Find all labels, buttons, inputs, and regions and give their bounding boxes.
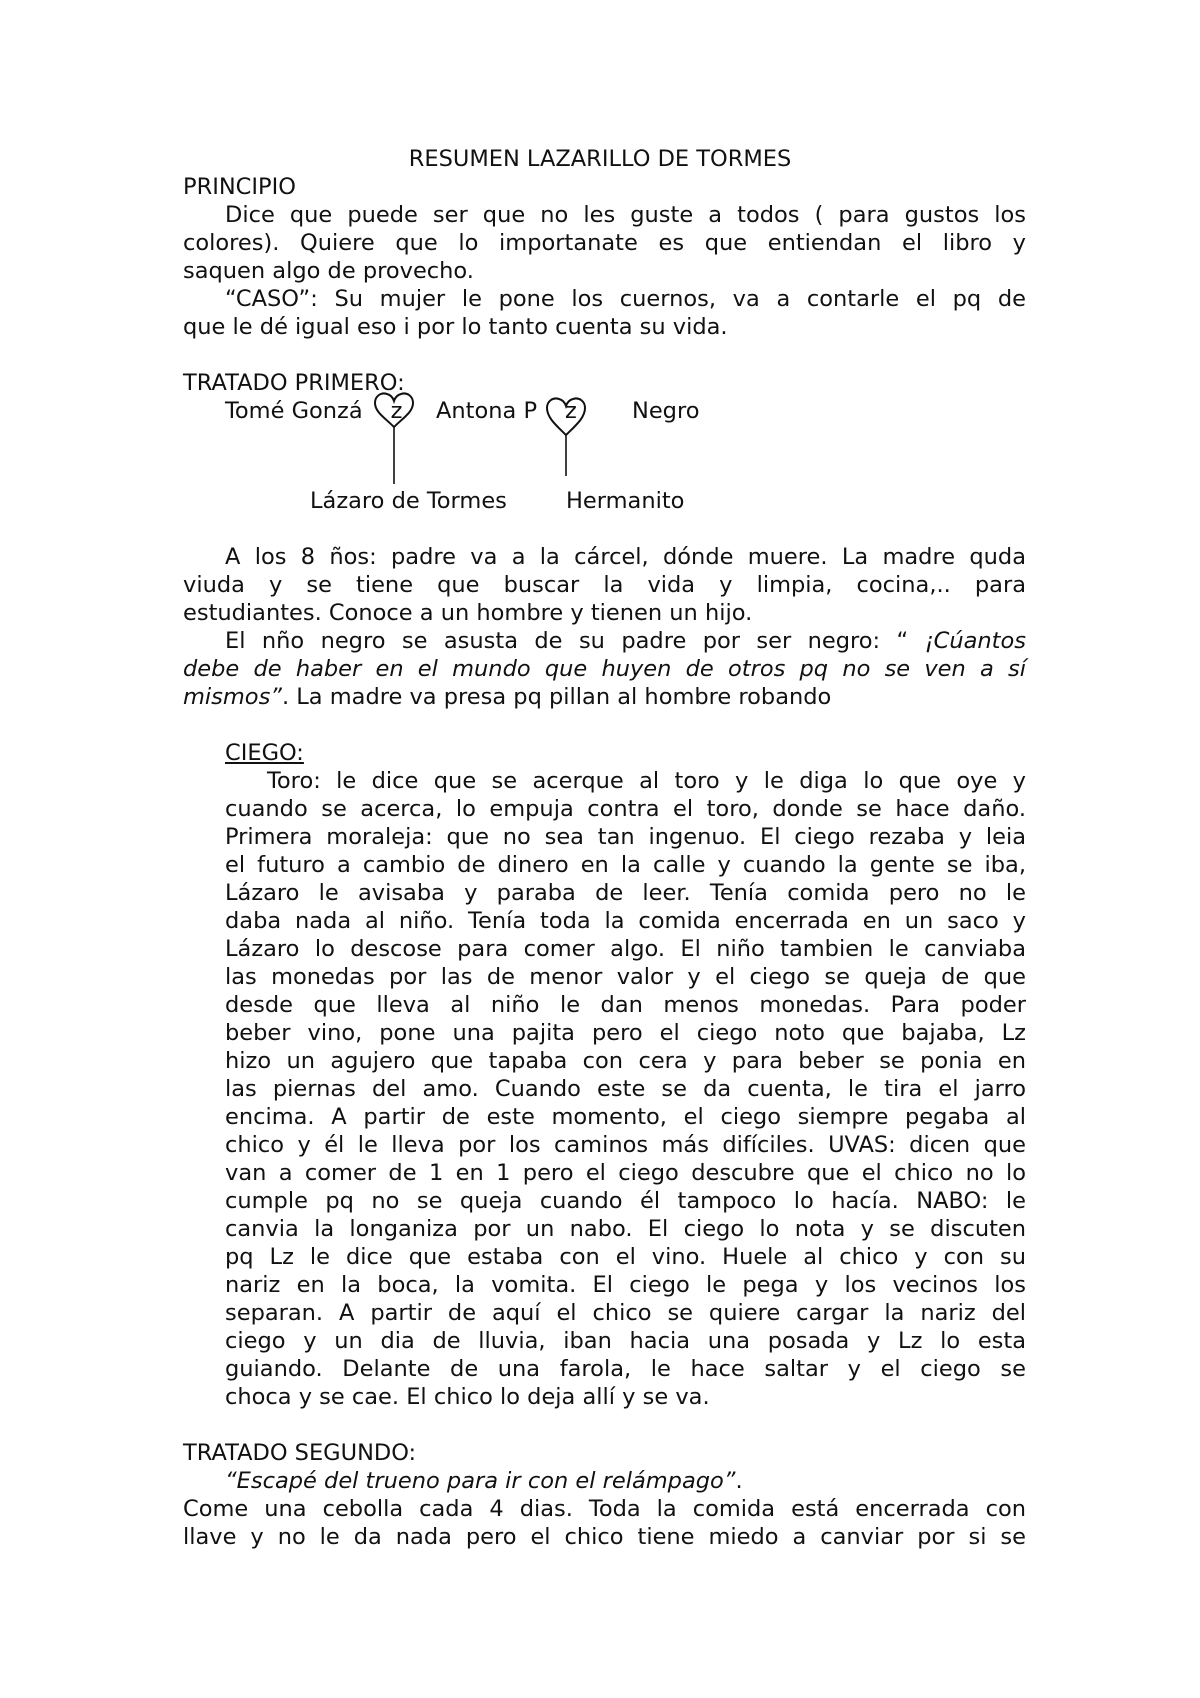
ciego-line: Lázaro lo descose para comer algo. El niño tambien le canviaba: [225, 936, 1026, 962]
principio-line: Dice que puede ser que no les guste a todos ( para gustos los: [225, 202, 1026, 228]
ciego-line: nariz en la boca, la vomita. El ciego le pega y los vecinos los: [225, 1272, 1026, 1298]
ciego-line: hizo un agujero que tapaba con cera y para beber se ponia en: [225, 1048, 1026, 1074]
tratado-segundo-quote: “Escapé del trueno para ir con el relámpago”.: [225, 1468, 743, 1494]
tratado-segundo-line: llave y no le da nada pero el chico tiene miedo a canviar por si se: [183, 1524, 1026, 1550]
ciego-line: ciego y un dia de lluvia, iban hacia una posada y Lz lo esta: [225, 1328, 1026, 1354]
ciego-line: Lázaro le avisaba y paraba de leer. Tenía comida pero no le: [225, 880, 1026, 906]
family-child-lazaro: Lázaro de Tormes: [310, 488, 507, 514]
family-father: Tomé Gonzá z: [225, 398, 403, 424]
ciego-line: daba nada al niño. Tenía toda la comida encerrada en un saco y: [225, 908, 1026, 934]
ciego-line: las monedas por las de menor valor y el ciego se queja de que: [225, 964, 1026, 990]
tratado-primero-line: viuda y se tiene que buscar la vida y limpia, cocina,.. para: [183, 572, 1026, 598]
principio-line: “CASO”: Su mujer le pone los cuernos, va a contarle el pq de: [225, 286, 1026, 312]
heading-principio: PRINCIPIO: [183, 174, 296, 200]
document-title: RESUMEN LAZARILLO DE TORMES: [408, 146, 792, 172]
ciego-line: cuando se acerca, lo empuja contra el toro, donde se hace daño.: [225, 796, 1026, 822]
ciego-line: Toro: le dice que se acerque al toro y le diga lo que oye y: [267, 768, 1026, 794]
ciego-line: el futuro a cambio de dinero en la calle y cuando la gente se iba,: [225, 852, 1026, 878]
family-child-hermanito: Hermanito: [566, 488, 685, 514]
tratado-primero-quote-line: debe de haber en el mundo que huyen de otros pq no se ven a sí: [183, 656, 1026, 682]
ciego-line: canvia la longaniza por un nabo. El ciego lo nota y se discuten: [225, 1216, 1026, 1242]
heading-ciego: CIEGO:: [225, 740, 304, 766]
heart-icon: [547, 398, 585, 435]
tratado-primero-line: mismos”. La madre va presa pq pillan al hombre robando: [183, 684, 832, 710]
ciego-line: van a comer de 1 en 1 pero el ciego descubre que el chico no lo: [225, 1160, 1026, 1186]
principio-line: que le dé igual eso i por lo tanto cuenta su vida.: [183, 314, 728, 340]
ciego-line: chico y él le lleva por los caminos más difíciles. UVAS: dicen que: [225, 1132, 1026, 1158]
ciego-line: las piernas del amo. Cuando este se da cuenta, le tira el jarro: [225, 1076, 1026, 1102]
ciego-line: encima. A partir de este momento, el ciego siempre pegaba al: [225, 1104, 1026, 1130]
tratado-primero-line: estudiantes. Conoce a un hombre y tienen un hijo.: [183, 600, 753, 626]
ciego-line: desde que lleva al niño le dan menos monedas. Para poder: [225, 992, 1026, 1018]
ciego-line: cumple pq no se queja cuando él tampoco lo hacía. NABO: le: [225, 1188, 1026, 1214]
family-mother: Antona P z: [436, 398, 577, 424]
principio-line: colores). Quiere que lo importanate es que entiendan el libro y: [183, 230, 1026, 256]
ciego-line: choca y se cae. El chico lo deja allí y se va.: [225, 1384, 710, 1410]
tratado-primero-line: El nño negro se asusta de su padre por ser negro: “ ¡Cúantos: [225, 628, 1026, 654]
family-stepfather: Negro: [632, 398, 700, 424]
principio-line: saquen algo de provecho.: [183, 258, 474, 284]
heading-tratado-primero: TRATADO PRIMERO:: [183, 370, 405, 396]
ciego-line: pq Lz le dice que estaba con el vino. Huele al chico y con su: [225, 1244, 1026, 1270]
ciego-line: separan. A partir de aquí el chico se quiere cargar la nariz del: [225, 1300, 1026, 1326]
ciego-line: Primera moraleja: que no sea tan ingenuo. El ciego rezaba y leia: [225, 824, 1026, 850]
ciego-line: guiando. Delante de una farola, le hace saltar y el ciego se: [225, 1356, 1026, 1382]
ciego-line: beber vino, pone una pajita pero el ciego noto que bajaba, Lz: [225, 1020, 1026, 1046]
tratado-segundo-line: Come una cebolla cada 4 dias. Toda la comida está encerrada con: [183, 1496, 1026, 1522]
heart-icon: [375, 393, 413, 427]
heading-tratado-segundo: TRATADO SEGUNDO:: [183, 1440, 417, 1466]
tratado-primero-line: A los 8 ños: padre va a la cárcel, dónde muere. La madre quda: [225, 544, 1026, 570]
